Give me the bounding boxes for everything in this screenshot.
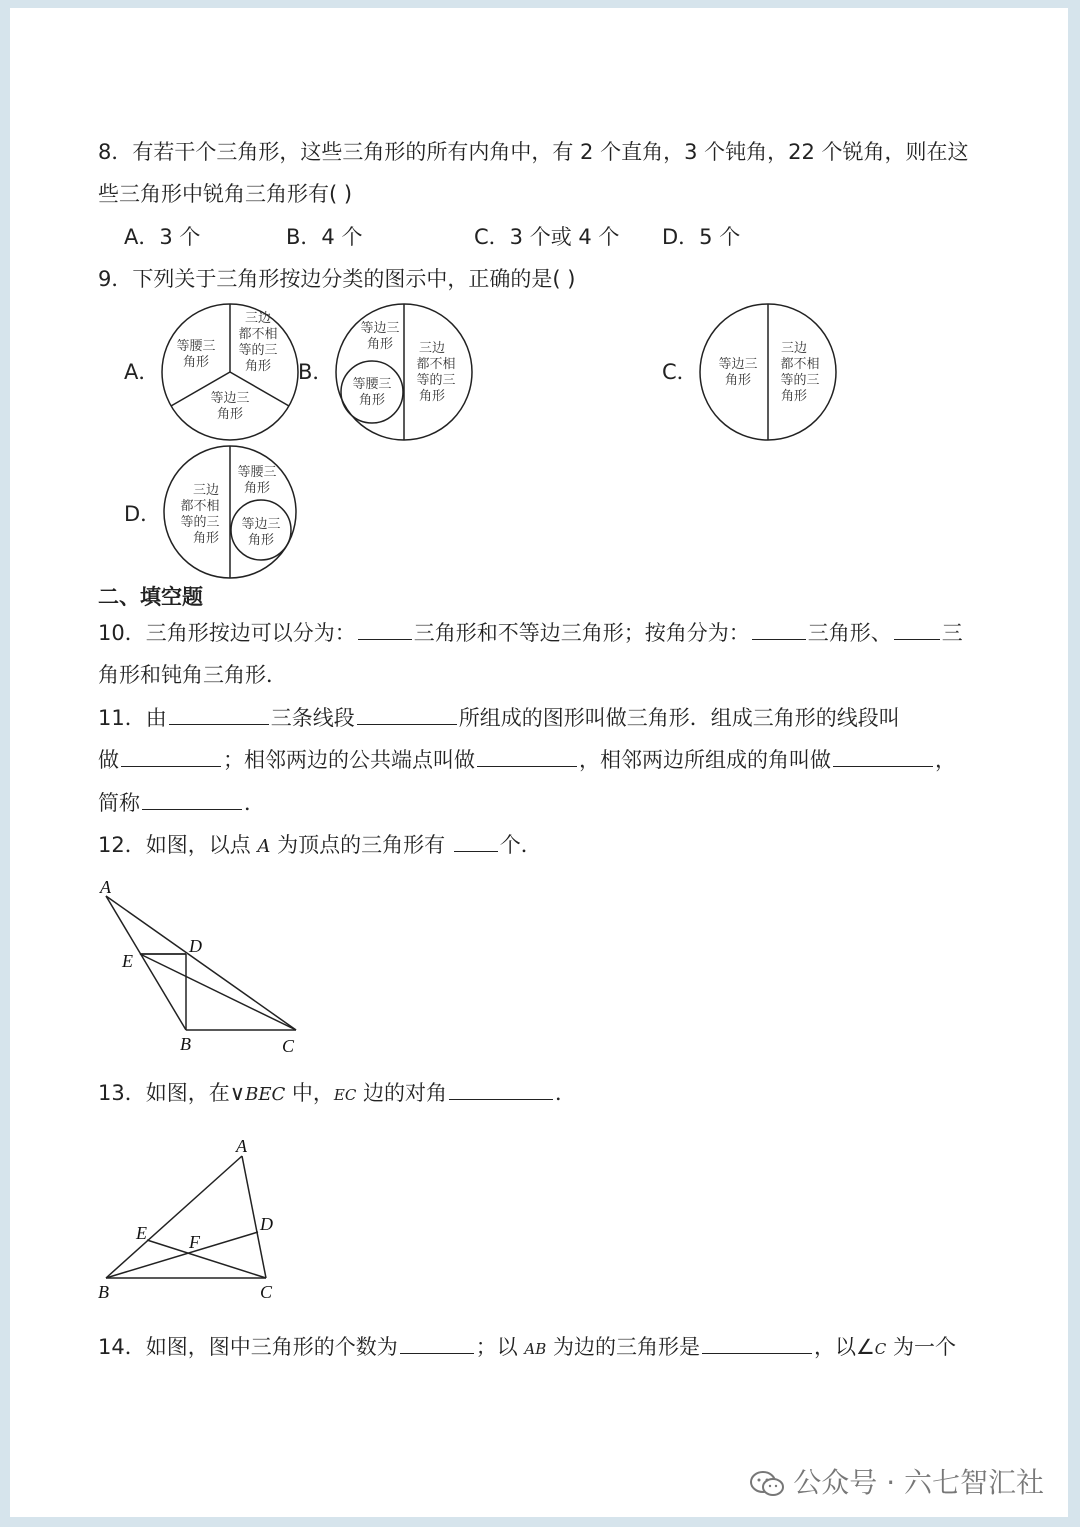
diagram-a-scalene-l1: 三边 (244, 311, 272, 326)
diagram-d-equilateral-l2: 角形 (247, 533, 275, 548)
wechat-icon (749, 1470, 785, 1498)
q9-label-d: D． (124, 502, 162, 526)
q13-blank[interactable] (449, 1079, 553, 1100)
diagram-d-scalene-l1: 三边 (192, 483, 220, 498)
diagram-c-scalene-l4: 角形 (780, 389, 808, 404)
q13-figure (92, 1132, 292, 1308)
q13-point-e: E (136, 1223, 147, 1243)
q10-line2: 角形和钝角三角形． (98, 663, 287, 687)
q11-text-3: 所组成的图形叫做三角形．组成三角形的线段叫 (458, 706, 900, 730)
diagram-d-isosceles-l1: 等腰三 (237, 465, 277, 480)
diagram-c (698, 302, 842, 446)
q12-point-b: B (180, 1034, 191, 1054)
q10-blank-1[interactable] (358, 619, 412, 640)
watermark-text: 公众号 · 六七智汇社 (793, 1466, 1044, 1499)
q10-line1 (98, 619, 963, 647)
q11-text-7: ， (935, 748, 956, 772)
q12-point-a: A (100, 877, 111, 897)
q11-line2 (98, 746, 956, 774)
q11-blank-5[interactable] (833, 746, 933, 767)
diagram-b-isosceles-l2: 角形 (358, 393, 386, 408)
diagram-b-equilateral-l1: 等边三 (360, 321, 400, 336)
q8-option-a: A．3 个 (124, 225, 201, 249)
diagram-a-equilateral-l2: 角形 (216, 407, 244, 422)
diagram-a (158, 300, 302, 444)
q13-text-3: 边的对角 (356, 1081, 448, 1105)
q13-point-c: C (260, 1282, 273, 1302)
q12-point-d: D (189, 936, 202, 956)
diagram-a-scalene-l4: 角形 (244, 359, 272, 374)
q13-text-1: 13．如图，在∨ (98, 1081, 246, 1105)
q12-point-c: C (282, 1036, 295, 1056)
watermark (749, 1461, 1044, 1501)
q8-line1: 8．有若干个三角形，这些三角形的所有内角中，有 2 个直角，3 个钝角，22 个锐角，则在这 (98, 140, 969, 164)
q14-text-1: 14．如图，图中三角形的个数为 (98, 1335, 398, 1359)
diagram-b-scalene-l3: 等的三 (416, 373, 456, 388)
diagram-c-scalene-l2: 都不相 (780, 357, 820, 372)
diagram-d (160, 444, 304, 584)
q11-text-2: 三条线段 (270, 706, 355, 730)
q14-line (98, 1333, 956, 1363)
q11-text-6: ，相邻两边所组成的角叫做 (579, 748, 831, 772)
diagram-a-scalene-l3: 等的三 (238, 343, 278, 358)
q11-blank-1[interactable] (169, 704, 269, 725)
q11-text-5: ；相邻两边的公共端点叫做 (223, 748, 475, 772)
q11-text-8: 简称 (98, 791, 140, 815)
q8-option-d: D．5 个 (662, 225, 741, 249)
q13-point-a: A (236, 1136, 247, 1156)
q11-line3 (98, 789, 265, 817)
diagram-d-equilateral-l1: 等边三 (241, 517, 281, 532)
q14-text-5: 为一个 (886, 1335, 956, 1359)
q14-blank-2[interactable] (702, 1333, 812, 1354)
diagram-a-scalene-l2: 都不相 (238, 327, 278, 342)
q9-stem: 9．下列关于三角形按边分类的图示中，正确的是( ) (98, 267, 576, 291)
q11-text-1: 11．由 (98, 706, 167, 730)
q14-blank-1[interactable] (400, 1333, 474, 1354)
q9-label-b: B． (298, 360, 334, 384)
q14-angle: C (874, 1340, 887, 1358)
q12-figure (92, 874, 312, 1060)
diagram-c-equilateral-l2: 角形 (724, 373, 752, 388)
diagram-b-isosceles-l1: 等腰三 (352, 377, 392, 392)
q13-triangle: BEC (245, 1084, 286, 1105)
section-fill-in: 二、填空题 (98, 585, 203, 609)
q8-line2: 些三角形中锐角三角形有( ) (98, 182, 353, 206)
diagram-d-isosceles-l2: 角形 (243, 481, 271, 496)
q8-option-b: B．4 个 (286, 225, 363, 249)
q12-point-e: E (122, 951, 133, 971)
q11-blank-4[interactable] (477, 746, 577, 767)
q11-blank-3[interactable] (121, 746, 221, 767)
q13-text-2: 中， (285, 1081, 334, 1105)
q14-text-2: ；以 (475, 1335, 525, 1359)
q13-line (98, 1079, 576, 1109)
q12-text-3: 个． (499, 833, 542, 857)
q12-text-2: 为顶点的三角形有 (270, 833, 452, 857)
diagram-b-scalene-l2: 都不相 (416, 357, 456, 372)
q13-point-f: F (189, 1232, 200, 1252)
q10-blank-2[interactable] (752, 619, 806, 640)
q11-blank-2[interactable] (357, 704, 457, 725)
q14-text-3: 为边的三角形是 (546, 1335, 700, 1359)
q10-text-3: 三角形、 (807, 621, 892, 645)
q13-point-b: B (98, 1282, 109, 1302)
diagram-b-scalene-l4: 角形 (418, 389, 446, 404)
q9-label-a: A． (124, 360, 160, 384)
q14-text-4: ，以∠ (813, 1335, 875, 1359)
q11-line1 (98, 704, 900, 732)
q8-option-c: C．3 个或 4 个 (474, 225, 620, 249)
diagram-d-scalene-l4: 角形 (192, 531, 220, 546)
diagram-b (332, 302, 476, 446)
q10-text-1: 10．三角形按边可以分为： (98, 621, 356, 645)
diagram-b-equilateral-l2: 角形 (366, 337, 394, 352)
diagram-b-scalene-l1: 三边 (418, 341, 446, 356)
diagram-d-scalene-l2: 都不相 (180, 499, 220, 514)
q13-side: EC (333, 1086, 357, 1104)
diagram-c-scalene-l3: 等的三 (780, 373, 820, 388)
diagram-d-scalene-l3: 等的三 (180, 515, 220, 530)
q9-label-c: C． (662, 360, 698, 384)
q13-text-4: ． (555, 1081, 577, 1105)
diagram-a-isosceles-l2: 角形 (182, 355, 210, 370)
q11-text-4: 做 (98, 748, 119, 772)
q12-text-1: 12．如图，以点 (98, 833, 258, 857)
q11-text-9: ． (244, 791, 265, 815)
q12-blank[interactable] (454, 831, 498, 852)
diagram-c-scalene-l1: 三边 (780, 341, 808, 356)
q13-point-d: D (260, 1214, 273, 1234)
diagram-c-equilateral-l1: 等边三 (718, 357, 758, 372)
q10-text-2: 三角形和不等边三角形；按角分为： (413, 621, 750, 645)
diagram-a-equilateral-l1: 等边三 (210, 391, 250, 406)
q12-var: A (257, 836, 271, 857)
q10-text-4: 三 (941, 621, 963, 645)
q10-blank-3[interactable] (894, 619, 940, 640)
q11-blank-6[interactable] (142, 789, 242, 810)
q12-line (98, 831, 542, 861)
q14-side: AB (524, 1340, 547, 1358)
diagram-a-isosceles-l1: 等腰三 (176, 339, 216, 354)
